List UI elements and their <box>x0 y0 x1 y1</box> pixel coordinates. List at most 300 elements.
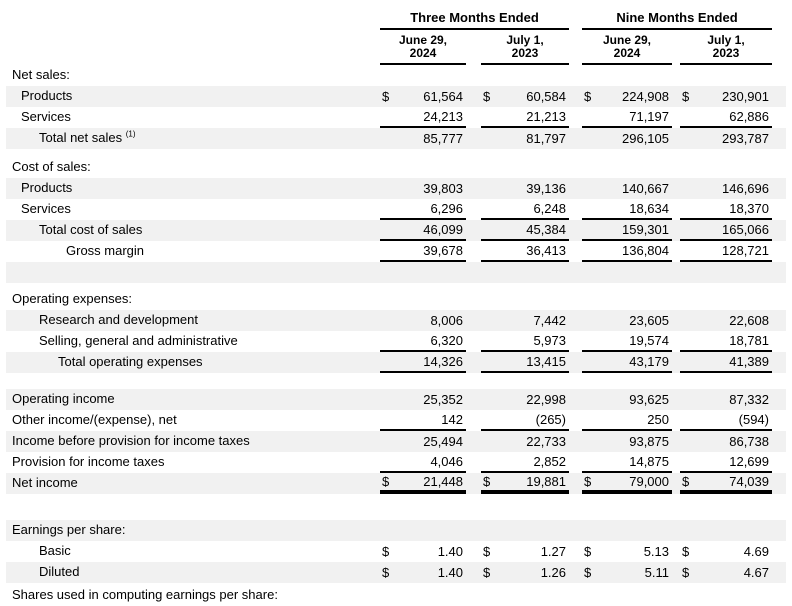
value-cell <box>680 562 772 583</box>
column-gap <box>672 585 680 606</box>
column-gap <box>569 199 582 220</box>
value: 14,875 <box>629 453 669 469</box>
row-label: Total cost of sales <box>39 222 143 237</box>
date-col-three-months-2023 <box>481 30 569 65</box>
row-label: Income before provision for income taxes <box>12 433 250 448</box>
column-gap <box>672 473 680 494</box>
table-row <box>6 241 786 262</box>
value-cell <box>680 410 772 431</box>
value-cell <box>582 107 672 128</box>
value: 6,248 <box>533 200 566 216</box>
value: 1.40 <box>437 564 463 580</box>
value-cell <box>582 585 672 606</box>
value-cell <box>481 520 569 541</box>
table-row <box>6 331 786 352</box>
value-cell <box>481 262 569 283</box>
row-label: Diluted <box>39 564 80 579</box>
date-col-nine-months-2023 <box>680 30 772 65</box>
table-row <box>6 262 786 283</box>
value-cell <box>380 262 466 283</box>
value: 5.13 <box>643 543 669 559</box>
column-gap <box>672 86 680 107</box>
value-cell <box>481 473 569 494</box>
value-cell <box>582 473 672 494</box>
table-row <box>6 541 786 562</box>
income-statement-table <box>6 0 786 606</box>
value-cell <box>481 199 569 220</box>
currency-symbol: $ <box>483 88 491 104</box>
value-cell <box>680 241 772 262</box>
row-label: Gross margin <box>66 243 145 258</box>
value-cell <box>380 562 466 583</box>
column-gap <box>466 520 481 541</box>
value-cell <box>380 431 466 452</box>
value-cell <box>481 310 569 331</box>
column-gap <box>466 107 481 128</box>
column-gap <box>569 431 582 452</box>
column-gap <box>466 128 481 149</box>
date-line: June 29, <box>602 33 652 47</box>
row-label: Other income/(expense), net <box>12 412 177 427</box>
table-row <box>6 178 786 199</box>
value-cell <box>582 289 672 310</box>
value-cell <box>380 310 466 331</box>
value-cell <box>481 431 569 452</box>
currency-symbol: $ <box>382 88 390 104</box>
value: 87,332 <box>729 391 769 407</box>
value-cell <box>582 562 672 583</box>
value: 8,006 <box>430 312 463 328</box>
value-cell <box>481 389 569 410</box>
row-label: Total operating expenses <box>58 354 203 369</box>
value-cell <box>680 86 772 107</box>
column-gap <box>672 410 680 431</box>
table-row <box>6 585 786 606</box>
value-cell <box>680 289 772 310</box>
value: 39,678 <box>423 242 463 258</box>
table-row <box>6 128 786 149</box>
value-cell <box>380 352 466 373</box>
table-row <box>6 86 786 107</box>
date-header-row <box>6 30 786 65</box>
value-cell <box>582 128 672 149</box>
value-cell <box>380 289 466 310</box>
value: 39,136 <box>526 180 566 196</box>
table-row <box>6 410 786 431</box>
value-cell <box>680 431 772 452</box>
row-label: Cost of sales: <box>12 159 91 174</box>
currency-symbol: $ <box>382 564 390 580</box>
date-line: 2024 <box>409 46 437 60</box>
value-cell <box>680 128 772 149</box>
value-cell <box>481 289 569 310</box>
value: 1.40 <box>437 543 463 559</box>
value: 25,352 <box>423 391 463 407</box>
row-spacer <box>6 373 786 389</box>
group-label: Three Months Ended <box>410 10 539 25</box>
currency-symbol: $ <box>382 473 390 489</box>
value-cell <box>481 541 569 562</box>
currency-symbol: $ <box>483 564 491 580</box>
table-row <box>6 520 786 541</box>
column-gap <box>466 410 481 431</box>
column-gap <box>466 199 481 220</box>
value: 165,066 <box>722 221 769 237</box>
column-gap <box>569 520 582 541</box>
value: 24,213 <box>423 108 463 124</box>
column-gap <box>672 241 680 262</box>
date-col-nine-months-2024 <box>582 30 672 65</box>
value: 60,584 <box>526 88 566 104</box>
currency-symbol: $ <box>682 88 690 104</box>
table-row <box>6 65 786 86</box>
value-cell <box>380 178 466 199</box>
row-label: Net income <box>12 475 78 490</box>
value-cell <box>481 410 569 431</box>
column-gap <box>466 562 481 583</box>
currency-symbol: $ <box>483 543 491 559</box>
table-row <box>6 289 786 310</box>
value-cell <box>680 107 772 128</box>
value-cell <box>380 473 466 494</box>
value: 19,574 <box>629 332 669 348</box>
row-label: Services <box>21 201 71 216</box>
currency-symbol: $ <box>584 473 592 489</box>
column-gap <box>569 128 582 149</box>
column-gap <box>672 107 680 128</box>
row-label: Total net sales $^{(1)}$ <box>39 129 136 145</box>
value: 128,721 <box>722 242 769 258</box>
value-cell <box>680 199 772 220</box>
value-cell <box>380 157 466 178</box>
value-cell <box>582 220 672 241</box>
value: 5,973 <box>533 332 566 348</box>
column-gap <box>466 352 481 373</box>
value: 86,738 <box>729 433 769 449</box>
value-cell <box>380 220 466 241</box>
value: 74,039 <box>729 473 769 489</box>
value-cell <box>680 452 772 473</box>
value: 6,320 <box>430 332 463 348</box>
column-gap <box>466 157 481 178</box>
column-gap <box>569 86 582 107</box>
value: 23,605 <box>629 312 669 328</box>
value-cell <box>481 562 569 583</box>
column-gap <box>672 331 680 352</box>
column-gap <box>466 262 481 283</box>
value-cell <box>680 389 772 410</box>
column-gap <box>466 473 481 494</box>
table-row <box>6 473 786 494</box>
value-cell <box>582 178 672 199</box>
value: 93,625 <box>629 391 669 407</box>
value-cell <box>680 331 772 352</box>
column-gap <box>466 541 481 562</box>
value: 71,197 <box>629 108 669 124</box>
column-gap <box>569 241 582 262</box>
column-gap <box>672 431 680 452</box>
column-gap <box>569 541 582 562</box>
value: 22,608 <box>729 312 769 328</box>
value-cell <box>481 107 569 128</box>
value-cell <box>481 65 569 86</box>
column-gap <box>672 562 680 583</box>
value: 21,213 <box>526 108 566 124</box>
value: 45,384 <box>526 221 566 237</box>
value-cell <box>380 241 466 262</box>
table-row <box>6 157 786 178</box>
value: 41,389 <box>729 353 769 369</box>
value-cell <box>582 86 672 107</box>
value-cell <box>680 520 772 541</box>
value-cell <box>481 86 569 107</box>
value-cell <box>582 431 672 452</box>
column-gap <box>466 310 481 331</box>
value-cell <box>582 389 672 410</box>
row-label: Basic <box>39 543 71 558</box>
table-row <box>6 452 786 473</box>
value: 5.11 <box>644 564 669 580</box>
value-cell <box>481 241 569 262</box>
value: 19,881 <box>526 473 566 489</box>
column-gap <box>569 352 582 373</box>
table-body <box>6 65 786 606</box>
column-gap <box>672 199 680 220</box>
value-cell <box>582 352 672 373</box>
value: 39,803 <box>423 180 463 196</box>
row-label: Research and development <box>39 312 198 327</box>
value-cell <box>380 541 466 562</box>
currency-symbol: $ <box>682 473 690 489</box>
value: 7,442 <box>533 312 566 328</box>
value-cell <box>680 65 772 86</box>
date-line: July 1, <box>707 33 745 47</box>
column-gap <box>569 331 582 352</box>
value: 36,413 <box>526 242 566 258</box>
column-gap <box>569 107 582 128</box>
value: (594) <box>738 411 769 427</box>
group-nine-months-ended <box>582 10 772 30</box>
table-row <box>6 220 786 241</box>
row-label: Provision for income taxes <box>12 454 165 469</box>
value: 43,179 <box>629 353 669 369</box>
column-gap <box>672 157 680 178</box>
column-gap <box>466 65 481 86</box>
row-label: Products <box>21 88 73 103</box>
value-cell <box>680 310 772 331</box>
row-spacer <box>6 494 786 520</box>
currency-symbol: $ <box>584 543 592 559</box>
column-gap <box>672 178 680 199</box>
column-gap <box>569 65 582 86</box>
group-label: Nine Months Ended <box>616 10 738 25</box>
row-label: Products <box>21 180 73 195</box>
value-cell <box>582 262 672 283</box>
column-gap <box>672 220 680 241</box>
value-cell <box>380 585 466 606</box>
row-label <box>6 262 380 283</box>
value: 25,494 <box>423 433 463 449</box>
column-gap <box>672 289 680 310</box>
value: 4.69 <box>743 543 769 559</box>
value: 1.27 <box>540 543 566 559</box>
column-gap <box>466 389 481 410</box>
value: 1.26 <box>540 564 566 580</box>
value-cell <box>680 541 772 562</box>
value: 21,448 <box>423 473 463 489</box>
column-gap <box>466 220 481 241</box>
value: 85,777 <box>423 130 463 146</box>
column-group-header-row <box>6 10 786 30</box>
value-cell <box>481 452 569 473</box>
value-cell <box>481 178 569 199</box>
row-label: Earnings per share: <box>12 522 126 537</box>
value: (265) <box>535 411 566 427</box>
column-gap <box>672 65 680 86</box>
footnote-ref: (1) <box>125 129 136 139</box>
column-gap <box>569 262 582 283</box>
column-gap <box>569 452 582 473</box>
value-cell <box>380 86 466 107</box>
value-cell <box>680 473 772 494</box>
value-cell <box>582 410 672 431</box>
value-cell <box>380 65 466 86</box>
date-line: July 1, <box>506 33 544 47</box>
column-gap <box>569 178 582 199</box>
row-spacer <box>6 149 786 157</box>
column-gap <box>672 452 680 473</box>
value: 81,797 <box>526 130 566 146</box>
value: 12,699 <box>729 453 769 469</box>
value: 18,370 <box>729 200 769 216</box>
column-gap <box>466 431 481 452</box>
value: 22,998 <box>526 391 566 407</box>
value-cell <box>481 128 569 149</box>
column-gap <box>672 262 680 283</box>
value: 140,667 <box>622 180 669 196</box>
currency-symbol: $ <box>584 564 592 580</box>
column-gap <box>672 520 680 541</box>
table-row <box>6 310 786 331</box>
date-line: 2023 <box>511 46 539 60</box>
value-cell <box>680 352 772 373</box>
value: 159,301 <box>622 221 669 237</box>
column-gap <box>466 241 481 262</box>
column-gap <box>569 220 582 241</box>
row-label: Operating expenses: <box>12 291 132 306</box>
value: 18,781 <box>729 332 769 348</box>
value-cell <box>680 178 772 199</box>
value-cell <box>680 585 772 606</box>
column-gap <box>466 178 481 199</box>
date-line: June 29, <box>398 33 448 47</box>
value-cell <box>582 520 672 541</box>
value-cell <box>582 157 672 178</box>
row-label: Selling, general and administrative <box>39 333 238 348</box>
value: 4,046 <box>430 453 463 469</box>
column-gap <box>569 310 582 331</box>
column-gap <box>569 157 582 178</box>
column-gap <box>672 389 680 410</box>
value-cell <box>582 541 672 562</box>
column-gap <box>569 410 582 431</box>
table-row <box>6 431 786 452</box>
table-row <box>6 389 786 410</box>
value: 146,696 <box>722 180 769 196</box>
value-cell <box>680 220 772 241</box>
value: 293,787 <box>722 130 769 146</box>
column-gap <box>466 86 481 107</box>
value-cell <box>380 331 466 352</box>
row-label: Net sales: <box>12 67 70 82</box>
table-row <box>6 199 786 220</box>
value: 14,326 <box>423 353 463 369</box>
date-line: 2023 <box>712 46 740 60</box>
value: 46,099 <box>423 221 463 237</box>
value-cell <box>680 157 772 178</box>
value-cell <box>582 241 672 262</box>
value: 4.67 <box>743 564 769 580</box>
column-gap <box>466 452 481 473</box>
value: 18,634 <box>629 200 669 216</box>
column-gap <box>672 310 680 331</box>
value-cell <box>380 199 466 220</box>
value-cell <box>680 262 772 283</box>
value-cell <box>380 410 466 431</box>
currency-symbol: $ <box>483 473 491 489</box>
value-cell <box>582 310 672 331</box>
value-cell <box>582 452 672 473</box>
value: 230,901 <box>722 88 769 104</box>
table-row <box>6 107 786 128</box>
column-gap <box>672 541 680 562</box>
value-cell <box>380 389 466 410</box>
table-row <box>6 352 786 373</box>
value: 6,296 <box>430 200 463 216</box>
value-cell <box>380 520 466 541</box>
column-gap <box>466 289 481 310</box>
column-gap <box>569 562 582 583</box>
value: 79,000 <box>629 473 669 489</box>
column-gap <box>466 585 481 606</box>
currency-symbol: $ <box>682 543 690 559</box>
column-gap <box>569 585 582 606</box>
currency-symbol: $ <box>584 88 592 104</box>
column-gap <box>569 473 582 494</box>
value: 142 <box>441 411 463 427</box>
value-cell <box>481 220 569 241</box>
currency-symbol: $ <box>382 543 390 559</box>
column-gap <box>672 352 680 373</box>
row-label: Shares used in computing earnings per share: <box>12 587 278 602</box>
group-three-months-ended <box>380 10 569 30</box>
value-cell <box>380 452 466 473</box>
row-label: Services <box>21 109 71 124</box>
date-col-three-months-2024 <box>380 30 466 65</box>
table-row <box>6 562 786 583</box>
value: 62,886 <box>729 108 769 124</box>
value: 224,908 <box>622 88 669 104</box>
value: 61,564 <box>423 88 463 104</box>
column-gap <box>672 128 680 149</box>
value-cell <box>481 352 569 373</box>
date-line: 2024 <box>613 46 641 60</box>
column-gap <box>466 331 481 352</box>
value: 296,105 <box>622 130 669 146</box>
value-cell <box>481 331 569 352</box>
value-cell <box>582 65 672 86</box>
column-gap <box>569 289 582 310</box>
